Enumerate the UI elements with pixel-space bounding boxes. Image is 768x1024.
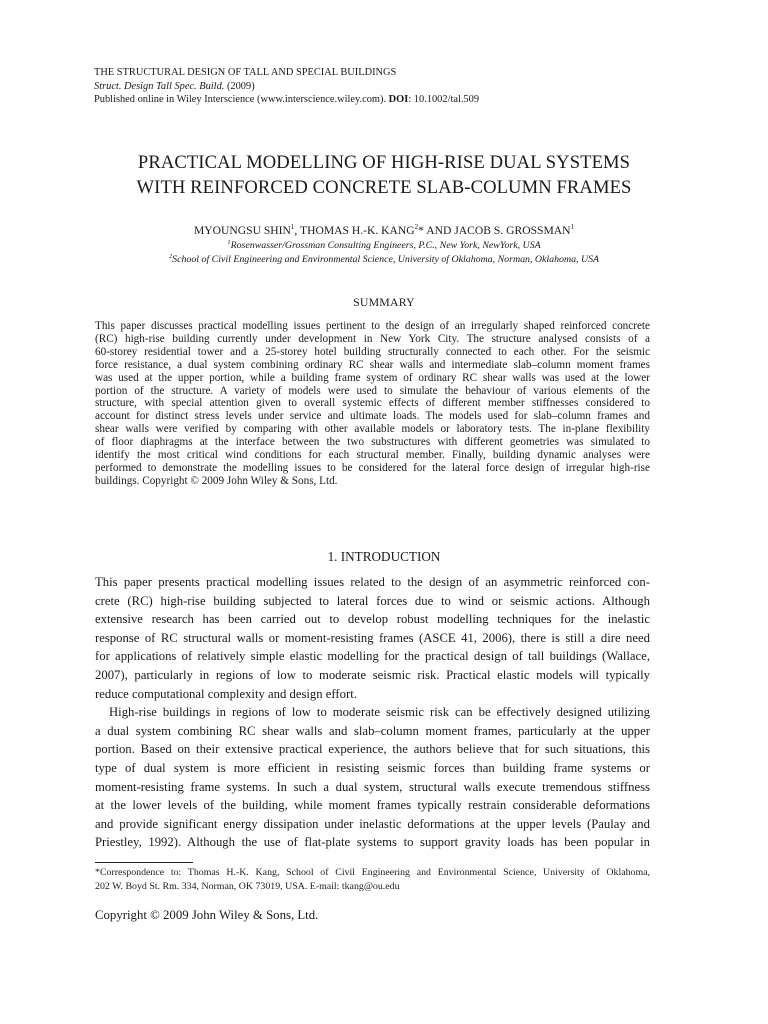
summary-line: of floor diaphragms at the interface between the two substructures with different geometries was simulated to [95, 436, 650, 449]
summary-line: force resistance, a dual system combining ordinary RC shear walls and intermediate slab–column moment frames [95, 358, 650, 371]
body-line: crete (RC) high-rise building subjected to lateral forces due to wind or seismic actions. Although [95, 593, 650, 608]
author-3-affil: 1 [570, 223, 575, 231]
author-1-affil: 1 [290, 223, 295, 231]
citation-abbrev: Struct. Design Tall Spec. Build. [94, 80, 225, 92]
body-line: extensive research has been carried out to develop robust modelling techniques for the inelastic [95, 612, 650, 627]
summary-line: was used at the upper portion, while a building frame system of ordinary RC shear walls was used at the lower [95, 371, 650, 384]
body-line: for applications of relatively simple elastic modelling for the practical design of tall buildings (Wallace, [95, 649, 650, 664]
summary-line: buildings. Copyright © 2009 John Wiley & Sons, Ltd. [95, 474, 338, 487]
body-line: a dual system combining RC shear walls and slab–column moment frames, particularly at the upper [95, 723, 650, 738]
affiliation-1 [60, 239, 708, 252]
author-3: * AND JACOB S. GROSSMAN [418, 224, 571, 237]
summary-line: performed to demonstrate the modelling issues to be considered for the lateral force design of irregular high-rise [95, 461, 650, 474]
section-heading: 1. INTRODUCTION [327, 549, 441, 564]
body-line: response of RC structural walls or moment-resisting frames (ASCE 41, 2006), there is still a dire need [95, 630, 650, 645]
introduction-body [95, 573, 650, 852]
affiliation-2-text: School of Civil Engineering and Environmental Science, University of Oklahoma, Norman, Oklahoma, USA [172, 254, 600, 265]
body-line: This paper presents practical modelling issues related to the design of an asymmetric reinforced con- [95, 575, 650, 589]
copyright-notice: Copyright © 2009 John Wiley & Sons, Ltd. [95, 908, 319, 922]
summary-heading: SUMMARY [353, 295, 415, 309]
summary-line: account for distinct stress levels under service and ultimate loads. The models used for slab–column frames and [95, 410, 650, 423]
affiliation-1-marker: 1 [227, 239, 231, 246]
journal-header [94, 66, 674, 107]
footnote-line-2: 202 W. Boyd St. Rm. 334, Norman, OK 73019, USA. E-mail: tkang@ou.edu [95, 881, 400, 892]
footnote-line-1: *Correspondence to: Thomas H.-K. Kang, School of Civil Engineering and Environmental Science, University of Oklahoma, [95, 867, 650, 878]
body-line: at the lower levels of the building, while moment frames typically restrain considerable deformations [95, 798, 650, 813]
author-2-affil: 2 [414, 223, 419, 231]
summary-line: structure, with special attention given to overall systemic effects of different member stiffnesses considered to [95, 397, 650, 410]
summary-line: 60-storey residential tower and a 25-storey hotel building structurally connected to each other. For the seismic [95, 345, 650, 358]
affiliation-2 [60, 253, 708, 266]
published-online: Published online in Wiley Interscience (www.interscience.wiley.com). [94, 94, 387, 105]
publication-info [94, 93, 674, 107]
summary-line: (RC) high-rise building currently under development in New York City. The structure analysed consists of a [95, 332, 650, 345]
summary-abstract [95, 320, 650, 488]
doi-label: DOI [388, 94, 409, 105]
summary-line: portion of the structure. A variety of models were used to simulate the behaviour of various elements of the [95, 384, 650, 397]
body-line: moment-resisting frame systems. In such a dual system, structural walls execute tremendous stiffness [95, 779, 650, 794]
body-line: type of dual system is more efficient in resisting seismic forces than building frame systems or [95, 760, 650, 775]
title-line-2: WITH REINFORCED CONCRETE SLAB-COLUMN FRAMES [136, 177, 632, 198]
body-line: portion. Based on their extensive practical experience, the authors believe that for such situations, this [95, 742, 650, 757]
body-line: 2007), particularly in regions of low to moderate seismic risk. Practical elastic models will typically [95, 667, 650, 682]
journal-name: THE STRUCTURAL DESIGN OF TALL AND SPECIAL BUILDINGS [94, 67, 397, 78]
affiliation-1-text: Rosenwasser/Grossman Consulting Engineers, P.C., New York, NewYork, USA [230, 240, 541, 251]
author-2: , THOMAS H.-K. KANG [294, 224, 415, 237]
affiliation-2-marker: 2 [168, 253, 173, 260]
title-line-1: PRACTICAL MODELLING OF HIGH-RISE DUAL SYSTEMS [137, 152, 631, 173]
author-list [60, 223, 708, 238]
footnote [95, 866, 650, 894]
author-1: MYOUNGSU SHIN [193, 224, 291, 237]
doi-value: : 10.1002/tal.509 [408, 94, 480, 105]
summary-line: This paper discusses practical modelling issues pertinent to the design of an irregularly shaped reinforced concrete [95, 320, 650, 332]
citation-year: (2009) [224, 80, 255, 92]
body-line: reduce computational complexity and design effort. [95, 686, 357, 701]
body-line: Priestley, 1992). Although the use of flat-plate systems to support gravity loads has been popular in [95, 835, 650, 850]
footnote-rule [95, 862, 193, 863]
body-line: High-rise buildings in regions of low to moderate seismic risk can be effectively designed utilizing [109, 705, 650, 720]
journal-citation [94, 80, 674, 94]
summary-line: identify the most critical wind conditions for each structural member. Finally, building dynamic analyses were [95, 449, 650, 462]
summary-line: shear walls were verified by comparing with other available models or laboratory tests. The in-plane flexibility [95, 423, 650, 436]
paper-title [60, 150, 708, 200]
body-line: and provide significant energy dissipation under inelastic deformations at the upper levels (Paulay and [95, 816, 650, 831]
